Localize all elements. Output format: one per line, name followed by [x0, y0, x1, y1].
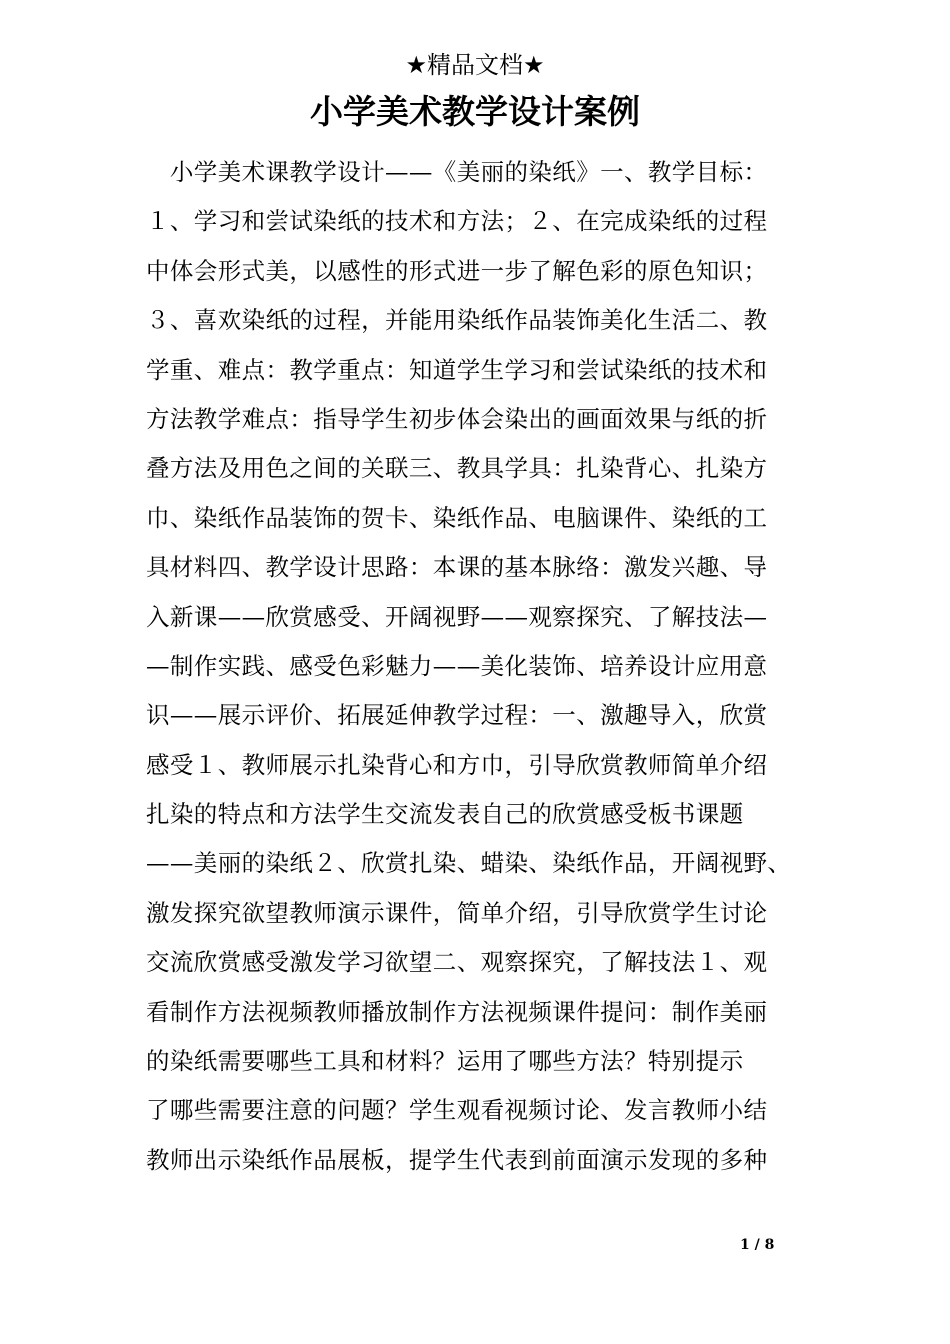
text-line: ３、喜欢染纸的过程，并能用染纸作品装饰美化生活二、教 — [146, 306, 768, 335]
text-line: 小学美术课教学设计——《美丽的染纸》一、教学目标： — [146, 158, 768, 186]
text-line: 的染纸需要哪些工具和材料？运用了哪些方法？特别提示 — [146, 1047, 744, 1076]
text-line: ——美丽的染纸２、欣赏扎染、蜡染、染纸作品，开阔视野、 — [146, 849, 792, 878]
text-line: 叠方法及用色之间的关联三、教具学具：扎染背心、扎染方 — [146, 454, 768, 483]
text-line: 扎染的特点和方法学生交流发表自己的欣赏感受板书课题 — [146, 800, 744, 829]
body-text — [146, 148, 810, 1185]
text-line: 方法教学难点：指导学生初步体会染出的画面效果与纸的折 — [146, 404, 768, 433]
text-line: 了哪些需要注意的问题？学生观看视频讨论、发言教师小结 — [146, 1096, 768, 1125]
text-line: 入新课——欣赏感受、开阔视野——观察探究、了解技法— — [146, 602, 768, 631]
text-line: 看制作方法视频教师播放制作方法视频课件提问：制作美丽 — [146, 997, 768, 1026]
page-number: 1 / 8 — [740, 1237, 775, 1253]
page-title: 小学美术教学设计案例 — [310, 92, 640, 131]
header-mark: ★精品文档★ — [405, 51, 545, 79]
text-line: １、学习和尝试染纸的技术和方法；２、在完成染纸的过程 — [146, 207, 768, 236]
text-line: 具材料四、教学设计思路：本课的基本脉络：激发兴趣、导 — [146, 553, 768, 582]
text-line: 识——展示评价、拓展延伸教学过程：一、激趣导入，欣赏 — [146, 701, 768, 730]
text-line: 中体会形式美，以感性的形式进一步了解色彩的原色知识； — [146, 256, 768, 285]
text-line: 激发探究欲望教师演示课件，简单介绍，引导欣赏学生讨论 — [146, 898, 768, 927]
text-line: 教师出示染纸作品展板，提学生代表到前面演示发现的多种 — [146, 1145, 768, 1174]
text-line: 学重、难点：教学重点：知道学生学习和尝试染纸的技术和 — [146, 355, 768, 384]
text-line: 交流欣赏感受激发学习欲望二、观察探究，了解技法１、观 — [146, 948, 768, 977]
text-line: —制作实践、感受色彩魅力——美化装饰、培养设计应用意 — [146, 651, 768, 680]
text-line: 感受１、教师展示扎染背心和方巾，引导欣赏教师简单介绍 — [146, 750, 768, 779]
text-line: 巾、染纸作品装饰的贺卡、染纸作品、电脑课件、染纸的工 — [146, 503, 768, 532]
